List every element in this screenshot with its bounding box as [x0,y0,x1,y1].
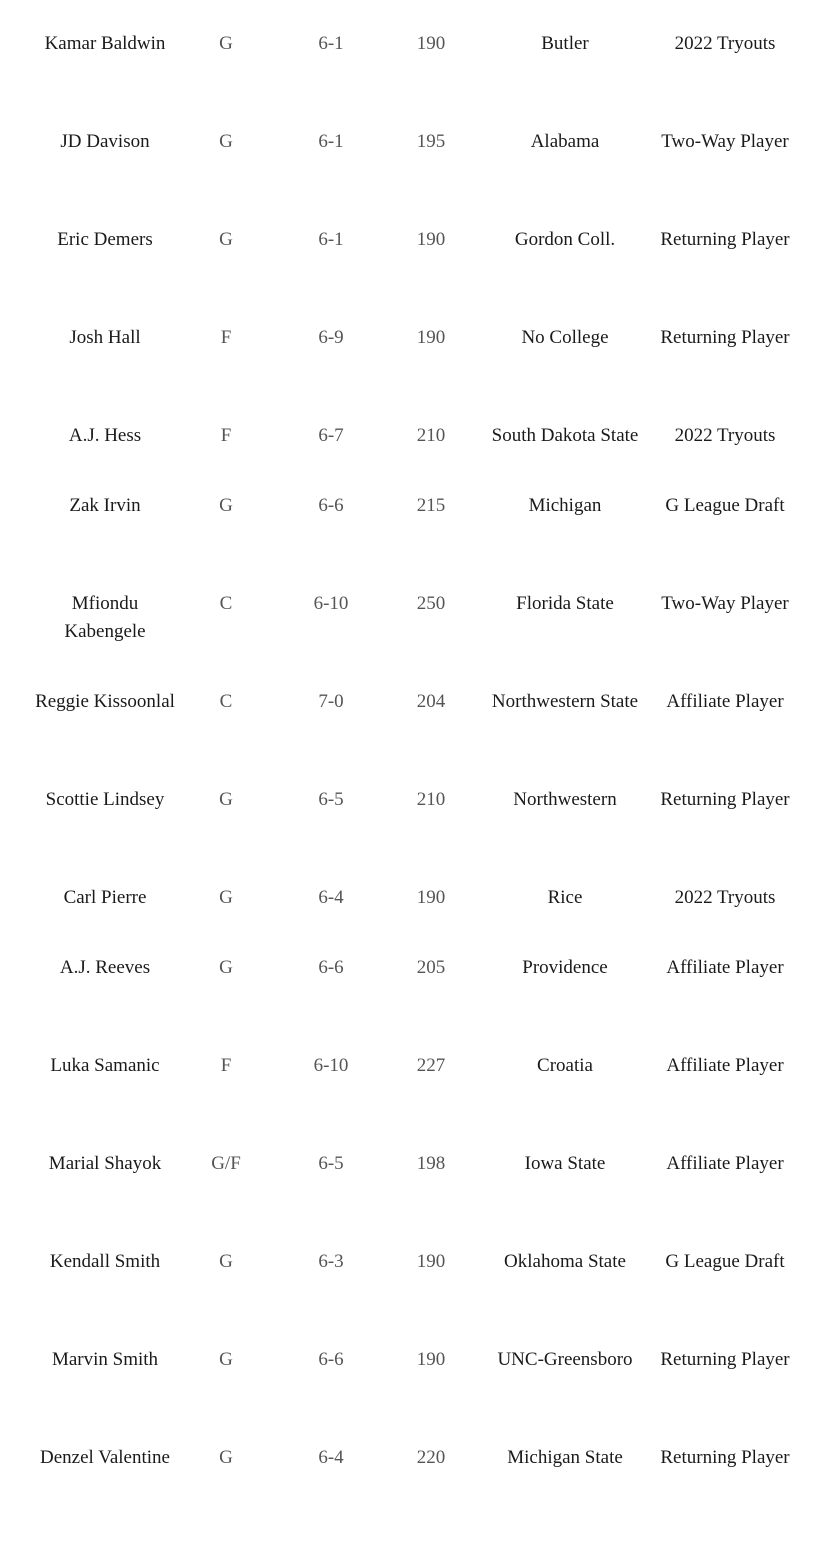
player-school: Alabama [530,131,600,152]
table-row [0,128,818,226]
player-name: Mfiondu Kabengele [64,593,146,642]
table-row [0,30,818,128]
player-weight: 204 [416,691,446,712]
player-height: 6-5 [318,789,344,810]
player-name: Zak Irvin [69,495,141,516]
table-row [0,1052,818,1150]
player-name: Kamar Baldwin [44,33,166,54]
player-name: Marvin Smith [51,1349,159,1370]
player-acquired: Returning Player [660,789,790,810]
player-weight: 190 [416,887,446,908]
player-position: G [219,1447,233,1468]
player-position: G [219,229,233,250]
player-school: UNC-Greensboro [497,1349,633,1370]
player-name: Carl Pierre [63,887,147,908]
player-position: G [219,789,233,810]
table-row [0,1248,818,1346]
player-position: G [219,887,233,908]
player-acquired: Affiliate Player [666,691,784,712]
table-row [0,1444,818,1542]
player-weight: 250 [416,593,446,614]
player-weight: 190 [416,229,446,250]
player-acquired: Returning Player [660,327,790,348]
player-height: 6-6 [318,495,344,516]
player-acquired: Returning Player [660,1447,790,1468]
player-school: Northwestern State [491,691,639,712]
table-row [0,1346,818,1444]
player-acquired: Affiliate Player [666,957,784,978]
player-position: G [219,957,233,978]
player-school: Northwestern [513,789,617,810]
player-name: Luka Samanic [50,1055,160,1076]
player-acquired: Two-Way Player [661,593,789,614]
table-row [0,226,818,324]
player-weight: 210 [416,425,446,446]
player-acquired: 2022 Tryouts [674,887,776,908]
player-name: JD Davison [60,131,150,152]
player-acquired: Returning Player [660,229,790,250]
player-school: Gordon Coll. [514,229,616,250]
table-row [0,492,818,590]
player-position: F [220,425,232,446]
player-height: 6-4 [318,887,344,908]
table-row [0,324,818,422]
table-row [0,884,818,954]
player-name: A.J. Hess [68,425,142,446]
table-row [0,954,818,1052]
roster-table [0,30,818,1542]
player-height: 6-1 [318,33,344,54]
table-row [0,688,818,786]
player-position: F [220,327,232,348]
table-row [0,422,818,492]
player-height: 6-4 [318,1447,344,1468]
player-height: 6-10 [313,593,349,614]
player-school: Croatia [537,1055,593,1076]
player-weight: 198 [416,1153,446,1174]
player-acquired: Affiliate Player [666,1055,784,1076]
player-name: Josh Hall [69,327,141,348]
player-weight: 205 [416,957,446,978]
player-school: Michigan [528,495,602,516]
player-height: 6-6 [318,1349,344,1370]
player-name: Marial Shayok [48,1153,162,1174]
table-row [0,590,818,688]
player-school: Michigan State [507,1447,623,1468]
player-height: 6-1 [318,229,344,250]
player-school: Florida State [516,593,614,614]
player-height: 6-9 [318,327,344,348]
player-school: Providence [522,957,608,978]
player-name: Eric Demers [57,229,153,250]
player-position: C [219,691,233,712]
player-name: Denzel Valentine [40,1447,170,1468]
player-school: No College [521,327,609,348]
player-acquired: G League Draft [665,495,785,516]
player-position: G [219,33,233,54]
player-acquired: Affiliate Player [666,1153,784,1174]
player-acquired: Returning Player [660,1349,790,1370]
player-weight: 210 [416,789,446,810]
player-position: C [219,593,233,614]
player-height: 6-10 [313,1055,349,1076]
player-position: G [219,131,233,152]
player-name: Scottie Lindsey [45,789,165,810]
player-acquired: G League Draft [665,1251,785,1272]
player-weight: 195 [416,131,446,152]
player-position: G [219,1349,233,1370]
player-position: G/F [211,1153,241,1174]
player-height: 7-0 [318,691,344,712]
player-weight: 220 [416,1447,446,1468]
player-weight: 190 [416,327,446,348]
player-school: Butler [541,33,589,54]
player-school: Oklahoma State [504,1251,626,1272]
player-school: Iowa State [524,1153,606,1174]
player-name: Kendall Smith [49,1251,161,1272]
player-position: G [219,495,233,516]
player-position: G [219,1251,233,1272]
player-weight: 190 [416,1251,446,1272]
player-weight: 190 [416,33,446,54]
player-acquired: Two-Way Player [661,131,789,152]
player-school: South Dakota State [491,425,639,446]
player-height: 6-6 [318,957,344,978]
player-weight: 190 [416,1349,446,1370]
player-name: A.J. Reeves [59,957,151,978]
player-acquired: 2022 Tryouts [674,33,776,54]
table-row [0,786,818,884]
player-name: Reggie Kissoonlal [35,691,175,712]
player-height: 6-7 [318,425,344,446]
player-acquired: 2022 Tryouts [674,425,776,446]
player-height: 6-3 [318,1251,344,1272]
player-height: 6-5 [318,1153,344,1174]
player-position: F [220,1055,232,1076]
player-height: 6-1 [318,131,344,152]
table-row [0,1150,818,1248]
player-weight: 215 [416,495,446,516]
player-weight: 227 [416,1055,446,1076]
player-school: Rice [547,887,583,908]
